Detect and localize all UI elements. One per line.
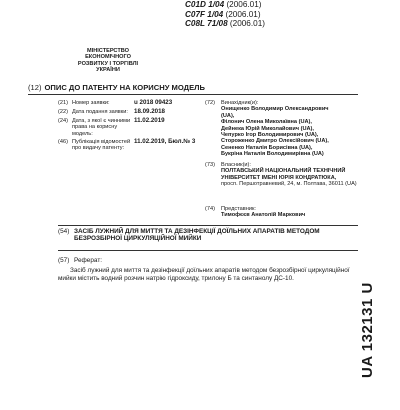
- inventor-name: Стороженко Дмитро Олексійович (UA),: [221, 138, 329, 145]
- inventor-name: Дейнека Юрій Миколайович (UA),: [221, 125, 314, 132]
- holder-name: ПОЛТАВСЬКИЙ НАЦІОНАЛЬНИЙ ТЕХНІЧНИЙ УНІВЕРСИТЕТ ІМЕНІ ЮРІЯ КОНДРАТЮКА,: [221, 168, 346, 181]
- holder-label: Власник(и):: [221, 162, 251, 168]
- abstract-header: [58, 257, 358, 267]
- biblio-label: Дата подання заявки:: [72, 109, 128, 115]
- holder-content: [221, 162, 371, 188]
- ipc-code: C08L 71/08: [185, 19, 228, 29]
- holder-code: (73): [205, 162, 215, 168]
- biblio-label: Номер заявки:: [72, 100, 110, 106]
- inventors-block: [205, 100, 375, 160]
- representative-code: (74): [205, 206, 215, 212]
- holder-block: [205, 162, 375, 202]
- inventor-name: (UA),: [221, 112, 235, 119]
- ipc-year: (2006.01): [225, 9, 261, 19]
- ministry-line: РОЗВИТКУ І ТОРГІВЛІ: [77, 60, 139, 67]
- document-title-code: (12): [28, 83, 42, 92]
- biblio-code: (21): [58, 100, 68, 106]
- patent-number: [357, 260, 375, 410]
- abstract-label: Реферат:: [74, 257, 103, 264]
- inventor-name: Онищенко Володимир Олександрович: [221, 106, 329, 113]
- biblio-value: 18.09.2018: [134, 108, 165, 115]
- utility-model-title: [58, 228, 358, 248]
- abstract-text: Засіб лужний для миття та дезінфекції доїльних апаратів методом безрозбірної циркуляційної мийки містить водний розчин натрію гідроксиду, трилону Б та синтанолу ДС-10.: [58, 267, 350, 282]
- inventors-content: [221, 100, 371, 158]
- ipc-code: C01D 1/04: [185, 0, 225, 9]
- biblio-value: 11.02.2019, Бюл.№ 3: [134, 138, 196, 145]
- representative-label: Представник:: [221, 206, 256, 212]
- inventors-code: (72): [205, 100, 215, 106]
- section-divider: [58, 225, 358, 226]
- biblio-code: (24): [58, 118, 68, 124]
- patent-number-text: UA 132131 U: [359, 282, 376, 378]
- ministry-line: УКРАЇНИ: [96, 67, 120, 74]
- ministry-line: МІНІСТЕРСТВО: [86, 48, 129, 54]
- biblio-label: Дата, з якої є чинними права на корисну модель:: [72, 118, 131, 137]
- ipc-year: (2006.01): [226, 0, 262, 9]
- biblio-code: (22): [58, 109, 68, 115]
- representative-name: Тимофєєв Анатолій Маркович: [221, 212, 306, 219]
- inventors-label: Винахідник(и):: [221, 100, 259, 106]
- inventor-name: Філонич Олена Миколаївна (UA),: [221, 119, 312, 126]
- inventor-name: Чепурко Ігор Володимирович (UA),: [221, 132, 319, 139]
- ministry-line: ЕКОНОМІЧНОГО: [85, 54, 131, 61]
- abstract-code: (57): [58, 257, 70, 264]
- representative-block: [205, 206, 375, 222]
- biblio-value: u 2018 09423: [134, 99, 173, 106]
- document-title-text: ОПИС ДО ПАТЕНТУ НА КОРИСНУ МОДЕЛЬ: [44, 83, 205, 92]
- ipc-year: (2006.01): [229, 19, 265, 29]
- title-text: ЗАСІБ ЛУЖНИЙ ДЛЯ МИТТЯ ТА ДЕЗІНФЕКЦІЇ ДОЇЛЬНИХ АПАРАТІВ МЕТОДОМ БЕЗРОЗБІРНОЇ ЦИРКУЛЯЦІЙНОЇ МИЙКИ: [74, 228, 320, 243]
- holder-address: просп. Першотравневий, 24, м. Полтава, 36011 (UA): [221, 181, 357, 188]
- ipc-code: C07F 1/04: [185, 9, 224, 19]
- biblio-label: Публікація відомостей про видачу патенту:: [72, 139, 131, 152]
- section-divider: [58, 250, 358, 251]
- title-code: (54): [58, 228, 70, 235]
- inventor-name: Букріна Наталія Володимирівна (UA): [221, 151, 324, 158]
- representative-content: [221, 206, 371, 219]
- biblio-code: (46): [58, 139, 68, 145]
- inventor-name: Сененко Наталія Борисівна (UA),: [221, 144, 313, 151]
- biblio-value: 11.02.2019: [134, 117, 165, 124]
